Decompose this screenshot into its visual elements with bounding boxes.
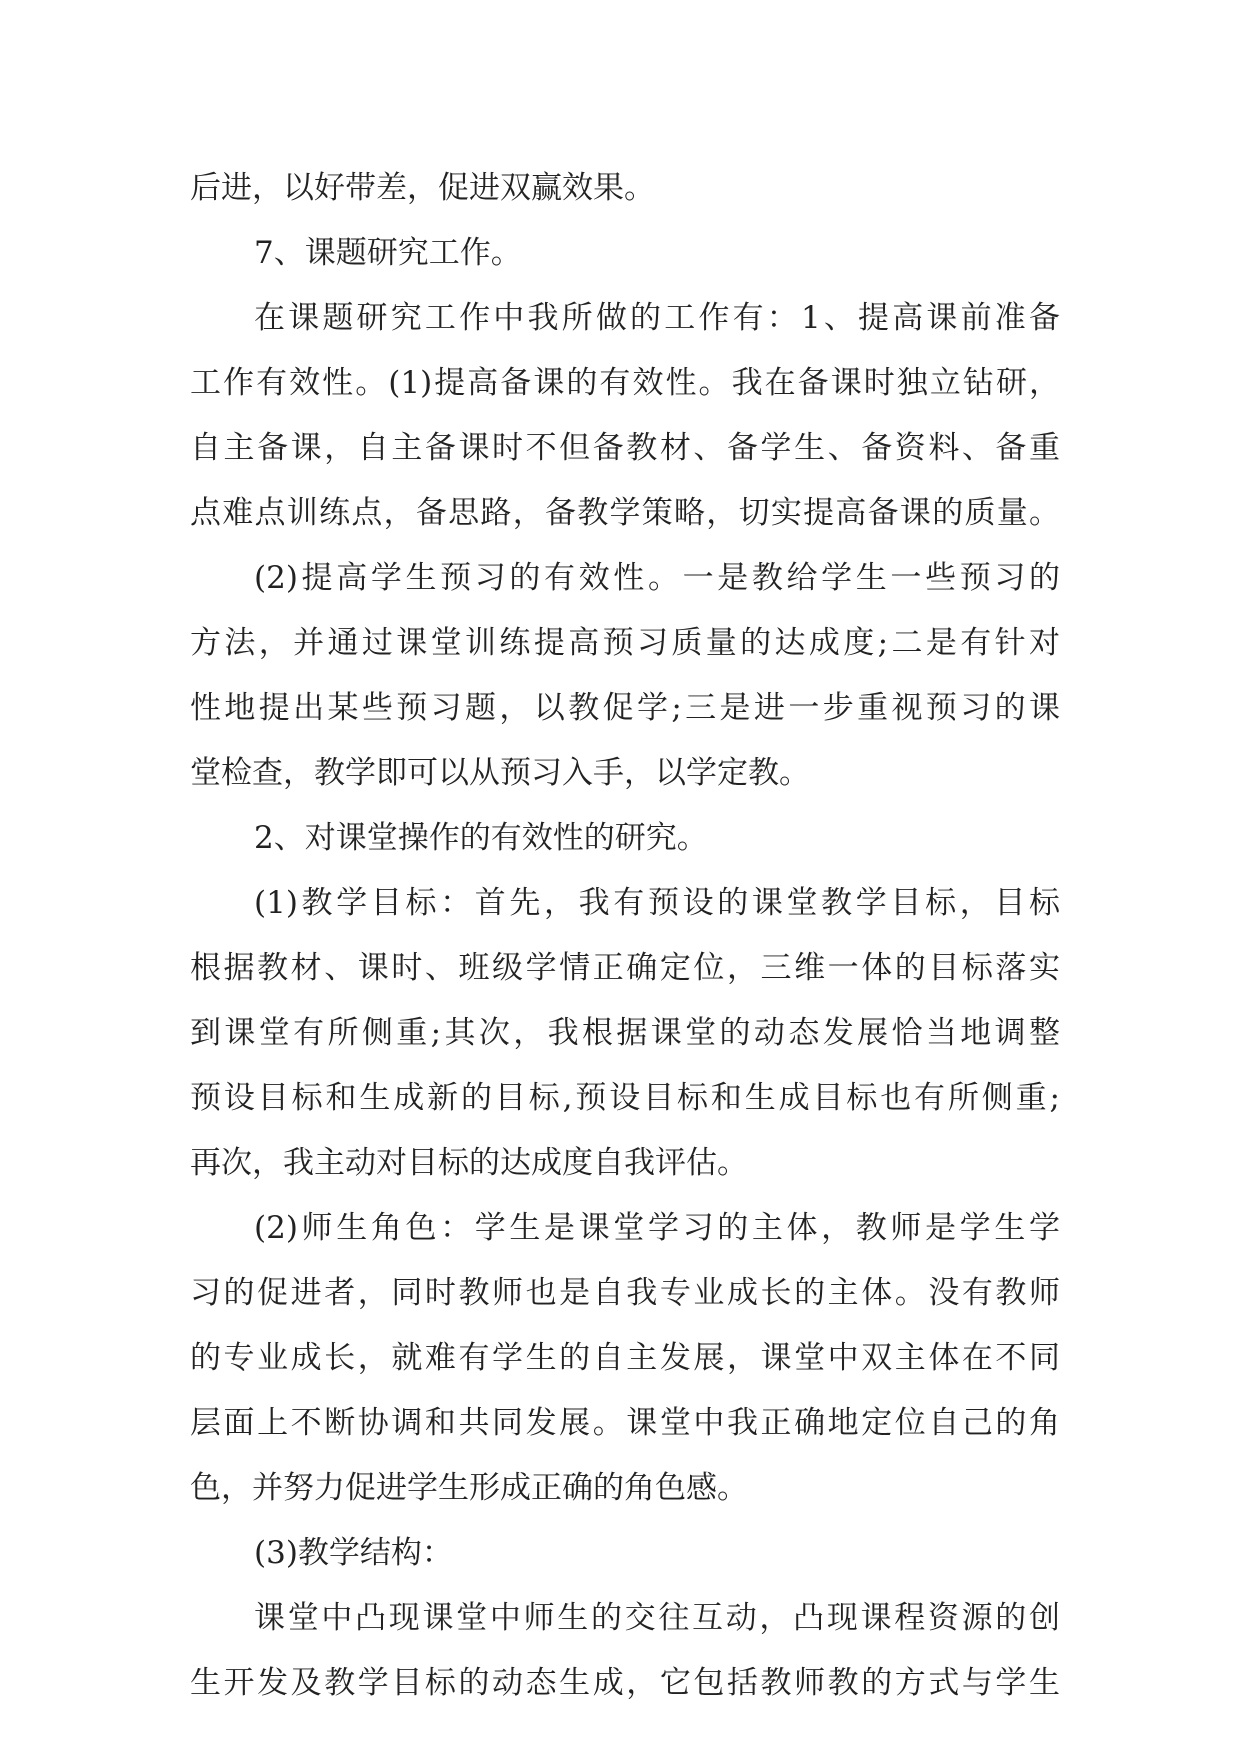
text-line: 层面上不断协调和共同发展。课堂中我正确地定位自己的角 [190, 1405, 1060, 1441]
text-line: 色，并努力促进学生形成正确的角色感。 [190, 1470, 748, 1506]
text-line: 预设目标和生成新的目标,预设目标和生成目标也有所侧重; [190, 1080, 1060, 1116]
text-line: 性地提出某些预习题，以教促学;三是进一步重视预习的课 [190, 690, 1060, 726]
heading-2-classroom-research: 2、对课堂操作的有效性的研究。 [254, 820, 708, 856]
text-line: 习的促进者，同时教师也是自我专业成长的主体。没有教师 [190, 1275, 1060, 1311]
text-line: 工作有效性。(1)提高备课的有效性。我在备课时独立钻研， [190, 365, 1060, 401]
text-line: (2)提高学生预习的有效性。一是教给学生一些预习的 [254, 560, 1060, 596]
text-line: 到课堂有所侧重;其次，我根据课堂的动态发展恰当地调整 [190, 1015, 1060, 1051]
text-line: 堂检查，教学即可以从预习入手，以学定教。 [190, 755, 810, 791]
text-line: 再次，我主动对目标的达成度自我评估。 [190, 1145, 748, 1181]
document-page [190, 156, 1060, 1716]
text-line: 生开发及教学目标的动态生成，它包括教师教的方式与学生 [190, 1665, 1060, 1701]
text-line: (2)师生角色：学生是课堂学习的主体，教师是学生学 [254, 1210, 1060, 1246]
text-line: 后进，以好带差，促进双赢效果。 [190, 170, 655, 206]
text-line: (1)教学目标：首先，我有预设的课堂教学目标，目标 [254, 885, 1060, 921]
text-line: 点难点训练点，备思路，备教学策略，切实提高备课的质量。 [190, 495, 1060, 531]
text-line: 根据教材、课时、班级学情正确定位，三维一体的目标落实 [190, 950, 1060, 986]
text-line: 课堂中凸现课堂中师生的交往互动，凸现课程资源的创 [254, 1600, 1060, 1636]
text-line: 在课题研究工作中我所做的工作有：1、提高课前准备 [254, 300, 1060, 336]
heading-3-teaching-structure: (3)教学结构： [254, 1535, 453, 1571]
heading-7-topic-research: 7、课题研究工作。 [254, 235, 522, 271]
text-line: 自主备课，自主备课时不但备教材、备学生、备资料、备重 [190, 430, 1060, 466]
text-line: 方法，并通过课堂训练提高预习质量的达成度;二是有针对 [190, 625, 1060, 661]
text-line: 的专业成长，就难有学生的自主发展，课堂中双主体在不同 [190, 1340, 1060, 1376]
